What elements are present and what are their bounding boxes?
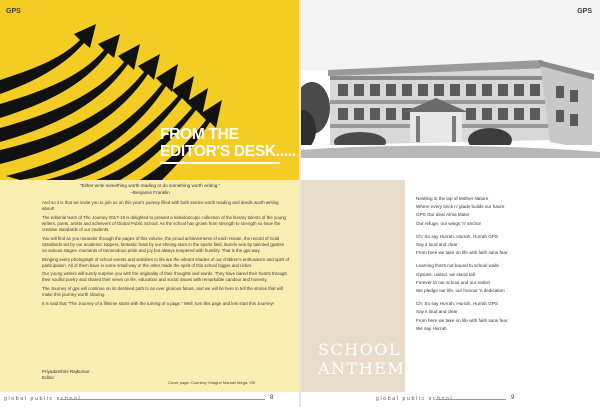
editor-letter-body	[42, 200, 290, 310]
lyric-line: Our refuge, our wings 'n' anchor	[416, 220, 482, 226]
letter-paragraph: You will find as you meander through the pages of this volume, the proud achievements of each House, the record of Gold Standards set by our academic toppers, fantastic feats by our shining stars in the sports field, laurels won by talented gpsites on various stages- moments of tremendous pride and joy but always tempered with humility. That is the gps way.	[42, 235, 285, 253]
lyric-line: Say it loud and clear	[416, 309, 458, 315]
footer-rule	[60, 399, 265, 400]
anthem-stanza	[416, 262, 591, 295]
lyric-line: We pledge our life, our honour 'n dedication	[416, 288, 505, 294]
lyric-line: Ch: So say Hurrah, Hurrah, Hurrah GPS	[416, 301, 498, 307]
gps-logo-right: GPS	[577, 8, 592, 15]
franklin-quote	[20, 182, 280, 196]
footer-right	[300, 392, 600, 407]
lyric-line: Nestling in the lap of Mother Nature	[416, 196, 489, 201]
anthem-title	[318, 340, 405, 378]
lyric-line: GPS Our dear Alma Mater	[416, 212, 470, 218]
anthem-title-panel	[300, 180, 405, 392]
letter-paragraph: The editorial team of The Journey 2017-18 is delighted to present a kaleidoscopic collection of the literary talents of the young writers, poets, artists and achievers of Global Public School. As the school has grown from strength to strength so have the creative standards of our students.	[42, 214, 286, 232]
anthem-lyrics	[416, 195, 591, 338]
lyric-line: We say Hurrah	[416, 325, 447, 331]
school-building-photo	[300, 0, 600, 180]
footer-rule	[436, 399, 506, 400]
lyric-line: Say it loud and clear	[416, 242, 458, 248]
quote-author: –Benjamin Franklin	[130, 190, 170, 195]
lyric-line: Gpsites, united, we stand tall	[416, 271, 475, 277]
page-number: 9	[511, 395, 515, 401]
anthem-title-line-2: ANTHEM	[318, 359, 406, 378]
signature-role: Editor	[42, 375, 55, 381]
lyric-line: From here we take on life with faith sans fear	[416, 250, 508, 256]
title-line-2: EDITOR'S DESK.....	[160, 143, 296, 160]
footer-left	[0, 392, 300, 407]
anthem-section	[300, 180, 600, 392]
title-line-1: FROM THE	[160, 126, 239, 143]
anthem-chorus	[416, 233, 591, 258]
gps-logo-left: GPS	[6, 8, 21, 15]
letter-paragraph: It is said that "The Journey of a lifetime starts with the turning of a page." Well, turn this page and lets start this Journey!	[42, 300, 274, 306]
lyric-line: Where every brick n' glade builds our future	[416, 204, 505, 210]
editor-desk-title	[160, 126, 295, 160]
letter-paragraph: And so it is that we invite you to join us on this year's journey filled with both stories worth reading and deeds worth writing about!	[42, 200, 279, 212]
lyric-line: From here we take on life with faith sans fear	[416, 317, 508, 323]
quote-text: "Either write something worth reading or do something worth writing."	[79, 183, 221, 188]
anthem-title-line-1: SCHOOL	[318, 340, 402, 359]
school-photo-panel	[300, 0, 600, 180]
footer-school-name: global public school	[376, 396, 454, 402]
cover-caption: Cover page: Courtesy Shagun Manuel Mega, VIII	[168, 380, 256, 385]
lyric-line: Learning that's not bound to school walls	[416, 263, 499, 269]
editor-header-panel	[0, 0, 300, 180]
letter-paragraph: The Journey of gps will continue on its destined path to an ever glorious future, and we will be here to tell the stories that will make this journey worth sharing.	[42, 286, 283, 298]
page-gutter	[299, 0, 301, 407]
anthem-chorus	[416, 300, 591, 333]
letter-paragraph: Our young writers will surely surprise you with the originality of their thoughts and words. They have bared their hearts through their soulful poetry and shared their views on life, education and social issues with remarkable candour and honesty.	[42, 271, 287, 283]
signature-name: Priyadarshini Rajkumar	[42, 369, 90, 374]
anthem-stanza	[416, 195, 591, 228]
letter-paragraph: Bringing every photograph of school events and activities to life are the vibrant shades of our children's enthusiasm and spirit of participation. All of them have in some small way or the other made the spirit of this school bigger and richer.	[42, 256, 290, 268]
lyric-line: Ch: So say Hurrah, Hurrah, Hurrah GPS	[416, 233, 498, 239]
editor-signature	[42, 369, 90, 382]
title-underline	[160, 162, 280, 164]
lyric-line: Forever to our school and our nation	[416, 279, 491, 285]
page-number: 8	[270, 395, 274, 401]
footer-school-name: global public school	[4, 396, 82, 402]
